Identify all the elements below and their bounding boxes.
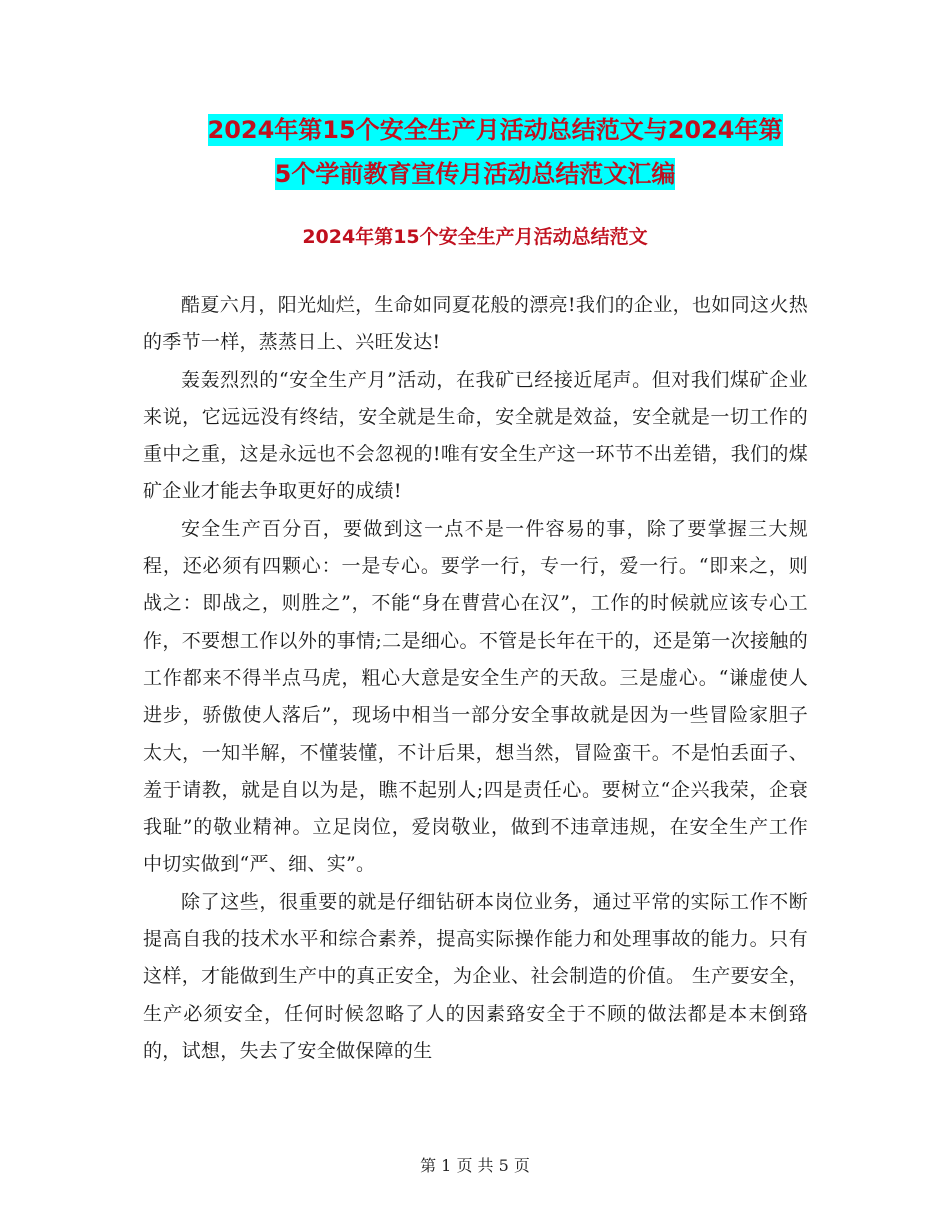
page-footer: 第 1 页 共 5 页 [420, 1156, 530, 1175]
paragraph-3: 安全生产百分百，要做到这一点不是一件容易的事，除了要掌握三大规程，还必须有四颗心：一是专心。要学一行，专一行，爱一行。“即来之，则战之：即战之，则胜之”，不能“身在曹营心在汉”，工作的时候就应该专心工作，不要想工作以外的事情;二是细心。不管是长年在干的，还是第一次接触的工作都来不得半点马虎，粗心大意是安全生产的天敌。三是虚心。“谦虚使人进步，骄傲使人落后”，现场中相当一部分安全事故就是因为一些冒险家胆子太大，一知半解，不懂装懂，不计后果，想当然，冒险蛮干。不是怕丢面子、羞于请教，就是自以为是，瞧不起别人;四是责任心。要树立“企兴我荣，企衰我耻”的敬业精神。立足岗位，爱岗敬业，做到不违章违规，在安全生产工作中切实做到“严、细、实”。 [143, 517, 808, 876]
paragraph-4: 除了这些，很重要的就是仔细钻研本岗位业务，通过平常的实际工作不断提高自我的技术水平和综合素养，提高实际操作能力和处理事故的能力。只有这样，才能做到生产中的真正安全，为企业、社会制造的价值。 生产要安全，生产必须安全，任何时候忽略了人的因素臵安全于不顾的做法都是本末倒臵的，试想，失去了安全做保障的生 [143, 890, 808, 1062]
document-title-text-2: 5个学前教育宣传月活动总结范文汇编 [274, 160, 676, 188]
paragraph-2: 轰轰烈烈的“安全生产月”活动，在我矿已经接近尾声。但对我们煤矿企业来说，它远远没有终结，安全就是生命，安全就是效益，安全就是一切工作的重中之重，这是永远也不会忽视的!唯有安全生产这一环节不出差错，我们的煤矿企业才能去争取更好的成绩! [143, 368, 808, 503]
document-body [143, 287, 808, 1070]
document-title-line-1 [0, 109, 950, 151]
section-title: 2024年第15个安全生产月活动总结范文 [302, 226, 648, 248]
paragraph-1: 酷夏六月，阳光灿烂，生命如同夏花般的漂亮!我们的企业，也如同这火热的季节一样，蒸蒸日上、兴旺发达! [143, 294, 808, 354]
document-title-line-2 [0, 153, 950, 195]
document-title-text-1: 2024年第15个安全生产月活动总结范文与2024年第 [207, 116, 783, 144]
